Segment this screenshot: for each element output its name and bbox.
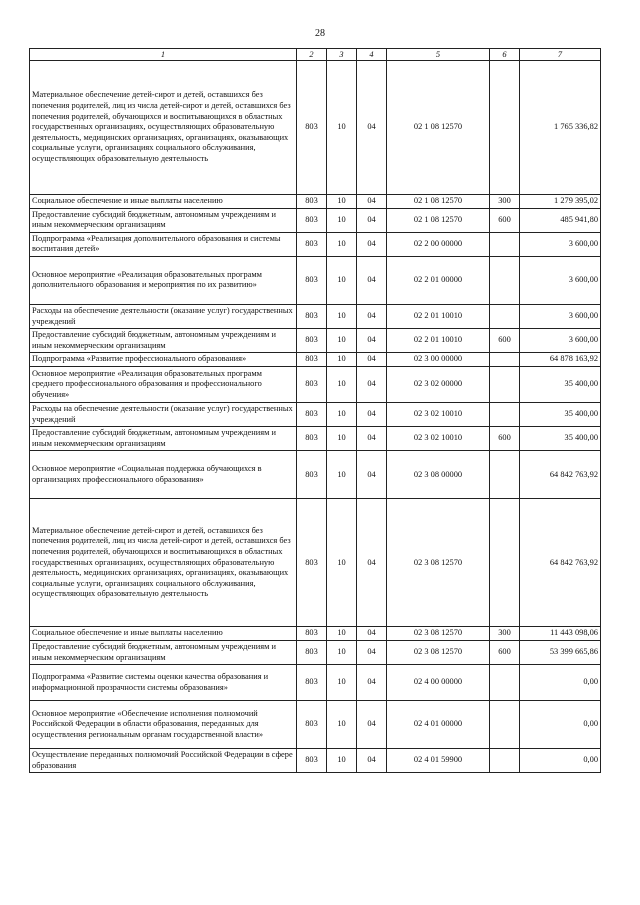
- row-description: Основное мероприятие «Обеспечение исполнения полномочий Российской Федерации в области образования, переданных для осуществления региональным органам государственной власти»: [30, 701, 297, 749]
- row-col-6: [490, 402, 520, 426]
- row-col-3: 10: [327, 701, 357, 749]
- row-description: Осуществление переданных полномочий Российской Федерации в сфере образования: [30, 749, 297, 773]
- row-col-5: 02 2 01 00000: [387, 256, 490, 304]
- row-col-5: 02 4 01 00000: [387, 701, 490, 749]
- row-col-7: 1 279 395,02: [520, 195, 601, 209]
- header-col-2: 2: [297, 49, 327, 61]
- row-col-3: 10: [327, 195, 357, 209]
- row-col-7: 0,00: [520, 749, 601, 773]
- row-col-3: 10: [327, 749, 357, 773]
- table-row: [30, 353, 601, 367]
- row-col-7: 3 600,00: [520, 329, 601, 353]
- row-col-5: 02 4 00 00000: [387, 665, 490, 701]
- row-col-6: 300: [490, 627, 520, 641]
- row-col-4: 04: [357, 304, 387, 328]
- row-col-5: 02 3 02 10010: [387, 402, 490, 426]
- row-col-7: 0,00: [520, 665, 601, 701]
- row-col-7: 35 400,00: [520, 427, 601, 451]
- row-col-5: 02 3 00 00000: [387, 353, 490, 367]
- row-col-7: 35 400,00: [520, 402, 601, 426]
- row-col-3: 10: [327, 61, 357, 195]
- row-col-6: 600: [490, 208, 520, 232]
- row-col-6: [490, 232, 520, 256]
- row-col-2: 803: [297, 749, 327, 773]
- row-col-5: 02 3 08 12570: [387, 627, 490, 641]
- table-row: [30, 640, 601, 664]
- row-col-3: 10: [327, 627, 357, 641]
- table-row: [30, 665, 601, 701]
- table-row: [30, 627, 601, 641]
- table-row: [30, 195, 601, 209]
- table-row: [30, 499, 601, 627]
- row-col-4: 04: [357, 256, 387, 304]
- row-col-6: 600: [490, 329, 520, 353]
- row-description: Социальное обеспечение и иные выплаты населению: [30, 195, 297, 209]
- row-col-5: 02 1 08 12570: [387, 195, 490, 209]
- row-col-4: 04: [357, 208, 387, 232]
- row-col-7: 64 842 763,92: [520, 451, 601, 499]
- row-col-5: 02 2 01 10010: [387, 304, 490, 328]
- table-row: [30, 366, 601, 402]
- row-col-7: 35 400,00: [520, 366, 601, 402]
- row-description: Расходы на обеспечение деятельности (оказание услуг) государственных учреждений: [30, 304, 297, 328]
- row-col-2: 803: [297, 304, 327, 328]
- row-col-3: 10: [327, 304, 357, 328]
- row-col-3: 10: [327, 366, 357, 402]
- row-col-3: 10: [327, 427, 357, 451]
- row-col-4: 04: [357, 665, 387, 701]
- row-col-3: 10: [327, 451, 357, 499]
- header-col-1: 1: [30, 49, 297, 61]
- table-row: [30, 402, 601, 426]
- row-description: Социальное обеспечение и иные выплаты населению: [30, 627, 297, 641]
- row-col-7: 64 878 163,92: [520, 353, 601, 367]
- table-row: [30, 61, 601, 195]
- row-col-6: [490, 499, 520, 627]
- row-col-6: [490, 701, 520, 749]
- row-col-7: 3 600,00: [520, 304, 601, 328]
- row-col-3: 10: [327, 256, 357, 304]
- row-col-5: 02 3 02 10010: [387, 427, 490, 451]
- row-col-4: 04: [357, 402, 387, 426]
- table-row: [30, 256, 601, 304]
- row-col-3: 10: [327, 640, 357, 664]
- table-row: [30, 208, 601, 232]
- row-description: Предоставление субсидий бюджетным, автономным учреждениям и иным некоммерческим организациям: [30, 640, 297, 664]
- row-col-6: [490, 256, 520, 304]
- row-col-3: 10: [327, 232, 357, 256]
- row-col-2: 803: [297, 232, 327, 256]
- row-description: Подпрограмма «Реализация дополнительного образования и системы воспитания детей»: [30, 232, 297, 256]
- row-col-6: [490, 451, 520, 499]
- row-col-5: 02 3 08 12570: [387, 640, 490, 664]
- row-col-2: 803: [297, 366, 327, 402]
- table-row: [30, 749, 601, 773]
- row-col-4: 04: [357, 701, 387, 749]
- row-col-5: 02 4 01 59900: [387, 749, 490, 773]
- row-description: Подпрограмма «Развитие системы оценки качества образования и информационной прозрачности системы образования»: [30, 665, 297, 701]
- row-col-4: 04: [357, 749, 387, 773]
- row-col-4: 04: [357, 427, 387, 451]
- row-col-2: 803: [297, 427, 327, 451]
- row-col-3: 10: [327, 402, 357, 426]
- row-col-6: 600: [490, 640, 520, 664]
- row-col-5: 02 2 01 10010: [387, 329, 490, 353]
- table-row: [30, 304, 601, 328]
- row-col-6: [490, 304, 520, 328]
- row-col-6: [490, 665, 520, 701]
- table-row: [30, 451, 601, 499]
- row-col-4: 04: [357, 640, 387, 664]
- budget-table: [29, 48, 601, 773]
- row-col-2: 803: [297, 61, 327, 195]
- row-col-7: 64 842 763,92: [520, 499, 601, 627]
- row-col-3: 10: [327, 329, 357, 353]
- row-col-7: 3 600,00: [520, 232, 601, 256]
- row-col-7: 485 941,80: [520, 208, 601, 232]
- row-col-6: [490, 353, 520, 367]
- row-col-6: 300: [490, 195, 520, 209]
- row-col-2: 803: [297, 329, 327, 353]
- row-col-3: 10: [327, 499, 357, 627]
- row-col-4: 04: [357, 329, 387, 353]
- row-description: Основное мероприятие «Социальная поддержка обучающихся в организациях профессионального образования»: [30, 451, 297, 499]
- row-col-2: 803: [297, 353, 327, 367]
- row-col-6: 600: [490, 427, 520, 451]
- row-col-5: 02 1 08 12570: [387, 208, 490, 232]
- row-col-7: 11 443 098,06: [520, 627, 601, 641]
- row-description: Расходы на обеспечение деятельности (оказание услуг) государственных учреждений: [30, 402, 297, 426]
- row-col-5: 02 3 02 00000: [387, 366, 490, 402]
- row-col-5: 02 3 08 12570: [387, 499, 490, 627]
- row-col-2: 803: [297, 640, 327, 664]
- table-header-row: [30, 49, 601, 61]
- row-description: Предоставление субсидий бюджетным, автономным учреждениям и иным некоммерческим организациям: [30, 329, 297, 353]
- row-description: Основное мероприятие «Реализация образовательных программ среднего профессионального образования и профессионального обучения»: [30, 366, 297, 402]
- row-col-5: 02 2 00 00000: [387, 232, 490, 256]
- row-description: Подпрограмма «Развитие профессионального образования»: [30, 353, 297, 367]
- header-col-7: 7: [520, 49, 601, 61]
- row-col-3: 10: [327, 208, 357, 232]
- row-col-3: 10: [327, 353, 357, 367]
- page-number: 28: [315, 28, 325, 39]
- table-row: [30, 232, 601, 256]
- row-col-2: 803: [297, 208, 327, 232]
- table-row: [30, 329, 601, 353]
- row-description: Предоставление субсидий бюджетным, автономным учреждениям и иным некоммерческим организациям: [30, 427, 297, 451]
- header-col-5: 5: [387, 49, 490, 61]
- row-col-6: [490, 366, 520, 402]
- row-col-2: 803: [297, 256, 327, 304]
- header-col-4: 4: [357, 49, 387, 61]
- row-col-7: 53 399 665,86: [520, 640, 601, 664]
- header-col-6: 6: [490, 49, 520, 61]
- table-row: [30, 701, 601, 749]
- row-col-4: 04: [357, 451, 387, 499]
- row-col-7: 0,00: [520, 701, 601, 749]
- row-col-5: 02 1 08 12570: [387, 61, 490, 195]
- row-col-2: 803: [297, 499, 327, 627]
- row-col-5: 02 3 08 00000: [387, 451, 490, 499]
- row-col-4: 04: [357, 627, 387, 641]
- row-col-6: [490, 749, 520, 773]
- row-col-4: 04: [357, 232, 387, 256]
- header-col-3: 3: [327, 49, 357, 61]
- row-col-2: 803: [297, 402, 327, 426]
- row-col-2: 803: [297, 701, 327, 749]
- row-col-7: 3 600,00: [520, 256, 601, 304]
- row-col-2: 803: [297, 665, 327, 701]
- row-col-2: 803: [297, 195, 327, 209]
- row-col-4: 04: [357, 61, 387, 195]
- row-col-6: [490, 61, 520, 195]
- row-col-3: 10: [327, 665, 357, 701]
- row-col-4: 04: [357, 366, 387, 402]
- row-description: Материальное обеспечение детей-сирот и детей, оставшихся без попечения родителей, лиц из числа детей-сирот и детей, оставшихся без попечения родителей, обучающихся и воспитывающихся в областных государственных организациях, осуществляющих образовательную деятельность, медицинских организациях, организациях, оказывающих социальные услуги, организациях социального обслуживания, осуществляющих образовательную деятельность: [30, 499, 297, 627]
- row-col-4: 04: [357, 499, 387, 627]
- row-col-4: 04: [357, 195, 387, 209]
- row-col-7: 1 765 336,82: [520, 61, 601, 195]
- table-row: [30, 427, 601, 451]
- row-description: Основное мероприятие «Реализация образовательных программ дополнительного образования и мероприятия по их развитию»: [30, 256, 297, 304]
- row-col-2: 803: [297, 451, 327, 499]
- row-col-4: 04: [357, 353, 387, 367]
- row-col-2: 803: [297, 627, 327, 641]
- row-description: Предоставление субсидий бюджетным, автономным учреждениям и иным некоммерческим организациям: [30, 208, 297, 232]
- row-description: Материальное обеспечение детей-сирот и детей, оставшихся без попечения родителей, лиц из числа детей-сирот и детей, оставшихся без попечения родителей, обучающихся и воспитывающихся в областных государственных организациях, осуществляющих образовательную деятельность, медицинских организациях, организациях, оказывающих социальные услуги, организациях социального обслуживания, осуществляющих образовательную деятельность: [30, 61, 297, 195]
